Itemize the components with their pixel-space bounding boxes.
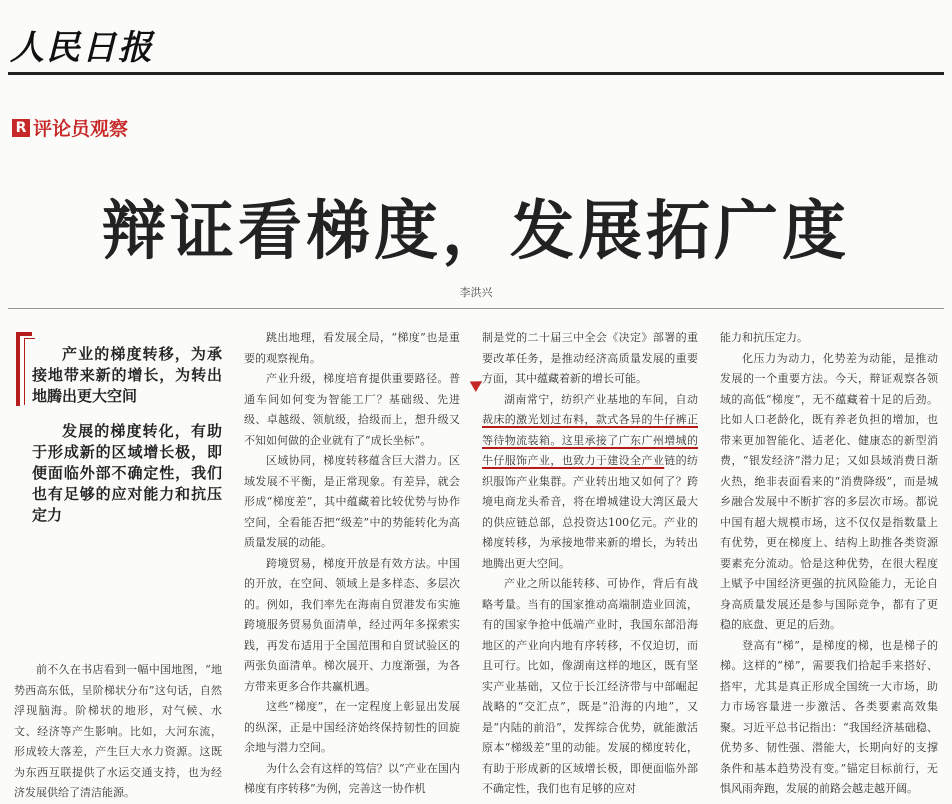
article-column-1 [14, 328, 222, 804]
paragraph: 产业升级，梯度培育提供重要路径。普通车间如何变为智能工厂？基础级、先进级、卓越级、领航级，拾级而上，想升级又不知如何做的企业就有了“成长坐标”。 [244, 372, 460, 447]
quote-bracket-inner [24, 338, 35, 405]
paragraph: 跨境贸易，梯度开放是有效方法。中国的开放，在空间、领域上是多样态、多层次的。例如，我们率先在海南自贸港发布实施跨境服务贸易负面清单，经过两年多探索实践，再发布适用于全国范围和自贸试验区的两张负面清单。梯次展开、力度渐强，为各方带来更多合作共赢机遇。 [244, 556, 460, 693]
paragraph: 制是党的二十届三中全会《决定》部署的重要改革任务，是推动经济高质量发展的重要方面，其中蕴藏着新的增长可能。 [482, 331, 698, 385]
paragraph: 区域协同，梯度转移蕴含巨大潜力。区域发展不平衡，是正常现象。有差异，就会形成“梯度差”，其中蕴藏着比较优势与协作空间，全看能否把“级差”中的势能转化为高质量发展的动能。 [244, 454, 460, 549]
article-column-4 [720, 328, 938, 800]
article-column-2 [244, 328, 460, 800]
divider [8, 308, 944, 309]
article-column-3 [482, 328, 698, 800]
pull-quote [14, 328, 222, 642]
pull-quote-2: 发展的梯度转化，有助于形成新的区域增长极，即便面临外部不确定性，我们也有足够的应对能力和抗压定力 [32, 422, 222, 524]
paragraph: 产业之所以能转移、可协作，背后有战略考量。当有的国家推动高端制造业回流，有的国家争抢中低端产业时，我国东部沿海地区的产业向内地有序转移，不仅迫切，而且可行。比如，像湖南这样的地区，既有坚实产业基础，又位于长江经济带与中部崛起战略的“交汇点”，既是“沿海的内地”，又是“内陆的前沿”，发挥综合优势，就能激活原本“梯级差”里的动能。发展的梯度转化，有助于形成新的区域增长极，即便面临外部不确定性，我们也有足够的应对 [482, 577, 698, 795]
column-tag [12, 114, 128, 141]
paragraph: 跳出地理，看发展全局，“梯度”也是重要的观察视角。 [244, 331, 460, 365]
highlight-underline: 裁床的激光划过布料，款式各异的牛仔裤正等待物流装箱。这里承接了广东广州增城的牛仔服饰产业，也致力于建设全产业 [482, 413, 698, 467]
paragraph: 化压力为动力，化势差为动能，是推动发展的一个重要方法。今天，辩证观察各领域的高低“梯度”，无不蕴藏着十足的后劲。比如人口老龄化，既有养老负担的增加，也带来更加智能化、适老化、健康态的新型消费，“银发经济”潜力足；又如县域消费日渐火热，绝非表面看来的“消费降级”，而是城乡融合发展中不断扩容的多层次市场。都说中国有超大规模市场，这不仅仅是指数量上有优势，更在梯度上、结构上助推各类资源要素充分流动。恰是这种优势，在很大程度上赋予中国经济更强的抗风险能力，无论自身高质量发展还是参与国际竞争，都有了更稳的底盘、更足的后劲。 [720, 351, 938, 631]
masthead-logo: 人民日报 [10, 28, 154, 68]
masthead-rule [8, 72, 944, 75]
column-badge: R [12, 119, 30, 137]
paragraph: 为什么会有这样的笃信？以“产业在国内梯度有序转移”为例，完善这一协作机 [244, 761, 460, 795]
paragraph: 这些“梯度”，在一定程度上彰显出发展的纵深，正是中国经济始终保持韧性的回旋余地与潜力空间。 [244, 700, 460, 754]
paragraph-lead: 湖南常宁，纺织产业基地的车间，自动 [504, 392, 698, 406]
highlighted-paragraph [482, 390, 698, 575]
column-name: 评论员观察 [33, 118, 129, 140]
paragraph-tail: 链的纺织服饰产业集群。产业转出地又如何了？跨境电商龙头希音，将在增城建设大湾区最大的供应链总部，总投资达100亿元。产业的梯度转移，为承接地带来新的增长，为转出地腾出更大空间。 [482, 454, 699, 570]
article-headline: 辩证看梯度，发展拓广度 [102, 195, 850, 269]
byline: 李洪兴 [459, 286, 493, 299]
paragraph: 前不久在书店看到一幅中国地图，“地势西高东低，呈阶梯状分布”这句话，自然浮现脑海。阶梯状的地形，对气候、水文、经济等产生影响。比如，大河东流，形成较大落差，产生巨大水力资源。这既为东西互联提供了水运交通支持，也为经济发展供给了清洁能源。 [14, 663, 222, 799]
paragraph: 能力和抗压定力。 [720, 331, 808, 344]
pull-quote-1: 产业的梯度转移，为承接地带来新的增长，为转出地腾出更大空间 [32, 345, 222, 405]
paragraph: 登高有“梯”，是梯度的梯，也是梯子的梯。这样的“梯”，需要我们拾起手来搭好、搭牢，尤其是真正形成全国统一大市场，助力市场容量进一步激活、各类要素高效集聚。习近平总书记指出：“我国经济基础稳、优势多、韧性强、潜能大，长期向好的支撑条件和基本趋势没有变。”锚定目标前行，无惧风雨奔跑，发展的前路会越走越开阔。 [720, 638, 938, 795]
